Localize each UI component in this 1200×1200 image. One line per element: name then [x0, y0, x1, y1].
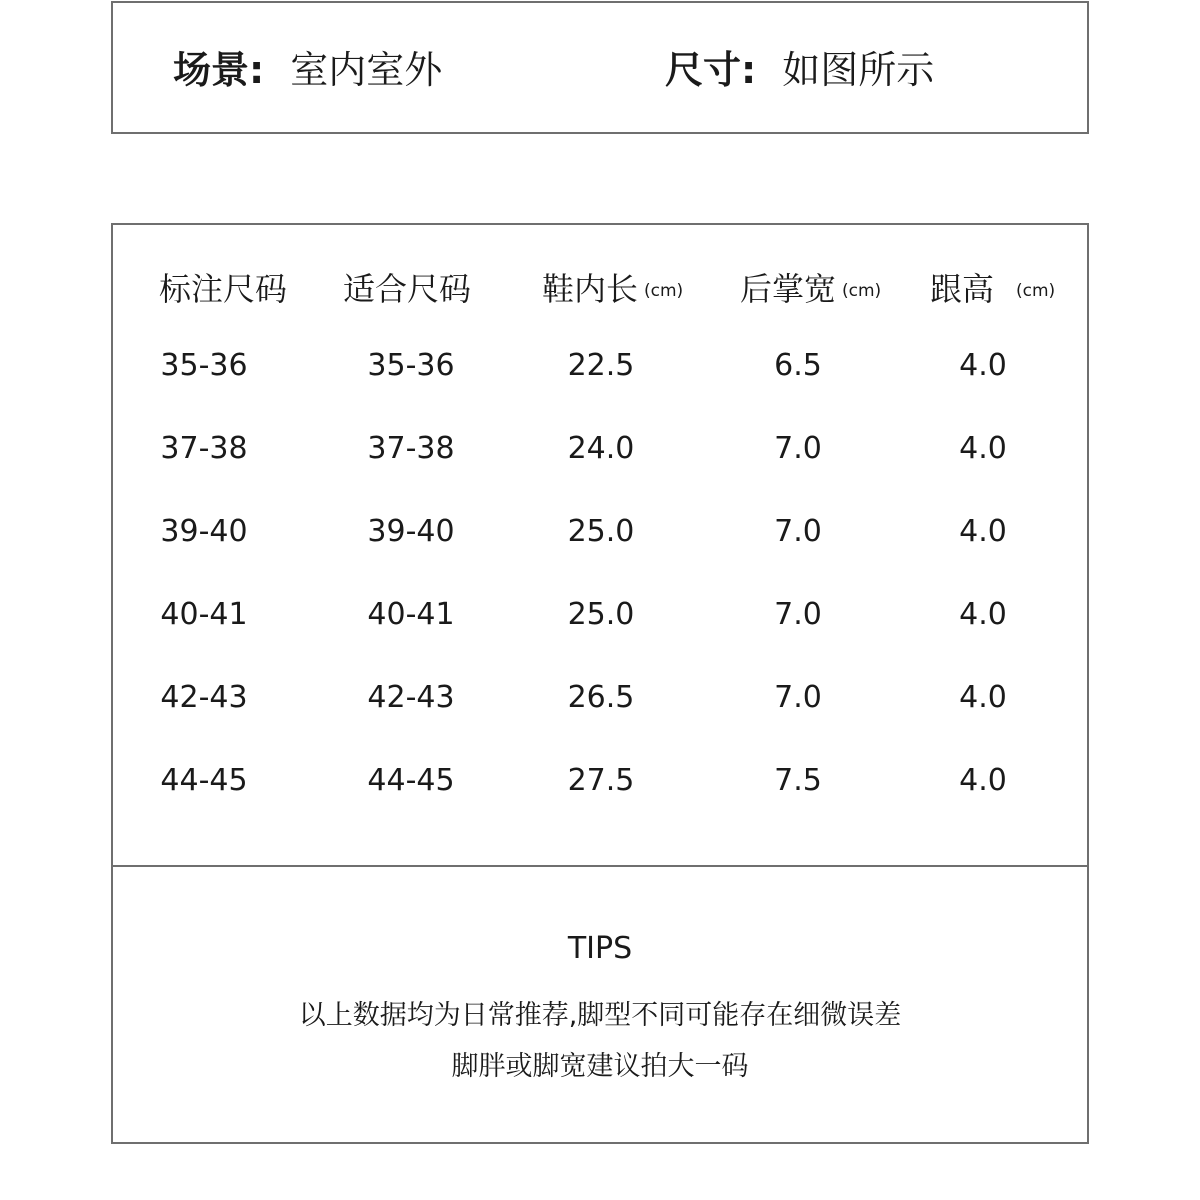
header-inner-length-unit: (cm): [644, 281, 684, 301]
header-inner-length-label: 鞋内长: [542, 270, 639, 308]
cell-fit-size: 35-36: [367, 348, 455, 383]
cell-marked-size: 42-43: [160, 680, 248, 715]
size-chart-box: [111, 223, 1089, 1144]
cell-inner-length: 22.5: [567, 348, 635, 383]
cell-heel-height: 4.0: [959, 597, 1007, 632]
scene-label: 场景:: [173, 48, 265, 92]
cell-marked-size: 35-36: [160, 348, 248, 383]
tips-divider: [113, 865, 1087, 867]
tips-text-line-1: 以上数据均为日常推荐,脚型不同可能存在细微误差: [298, 1000, 902, 1031]
header-heel-height: [930, 269, 1055, 311]
cell-heel-width: 7.0: [774, 597, 822, 632]
cell-fit-size: 37-38: [367, 431, 455, 466]
scene-value: 室内室外: [290, 48, 443, 92]
cell-fit-size: 42-43: [367, 680, 455, 715]
product-info-box: [111, 1, 1089, 134]
cell-inner-length: 24.0: [567, 431, 635, 466]
cell-marked-size: 39-40: [160, 514, 248, 549]
cell-heel-width: 6.5: [774, 348, 822, 383]
header-heel-height-unit: (cm): [1016, 281, 1056, 301]
cell-heel-width: 7.5: [774, 763, 822, 798]
header-fit-size: [343, 269, 471, 309]
cell-heel-height: 4.0: [959, 680, 1007, 715]
cell-inner-length: 25.0: [567, 597, 635, 632]
tips-title: TIPS: [567, 931, 633, 966]
size-info: [665, 47, 934, 93]
header-marked-size: [159, 269, 287, 309]
cell-heel-height: 4.0: [959, 514, 1007, 549]
cell-heel-width: 7.0: [774, 514, 822, 549]
cell-marked-size: 37-38: [160, 431, 248, 466]
header-fit-size-label: 适合尺码: [343, 270, 472, 308]
size-label: 尺寸:: [665, 48, 757, 92]
header-heel-width: [740, 269, 881, 311]
cell-fit-size: 40-41: [367, 597, 455, 632]
cell-marked-size: 40-41: [160, 597, 248, 632]
cell-fit-size: 39-40: [367, 514, 455, 549]
scene-info: [173, 47, 442, 93]
cell-heel-height: 4.0: [959, 763, 1007, 798]
header-heel-width-label: 后掌宽: [740, 270, 837, 308]
cell-heel-width: 7.0: [774, 680, 822, 715]
cell-inner-length: 27.5: [567, 763, 635, 798]
header-heel-height-label: 跟高: [930, 270, 995, 308]
cell-inner-length: 25.0: [567, 514, 635, 549]
cell-fit-size: 44-45: [367, 763, 455, 798]
cell-inner-length: 26.5: [567, 680, 635, 715]
tips-text-line-2: 脚胖或脚宽建议拍大一码: [451, 1051, 749, 1082]
size-value: 如图所示: [782, 48, 935, 92]
cell-heel-height: 4.0: [959, 431, 1007, 466]
header-marked-size-label: 标注尺码: [159, 270, 288, 308]
cell-heel-width: 7.0: [774, 431, 822, 466]
cell-heel-height: 4.0: [959, 348, 1007, 383]
header-heel-width-unit: (cm): [842, 281, 882, 301]
cell-marked-size: 44-45: [160, 763, 248, 798]
header-inner-length: [542, 269, 683, 311]
